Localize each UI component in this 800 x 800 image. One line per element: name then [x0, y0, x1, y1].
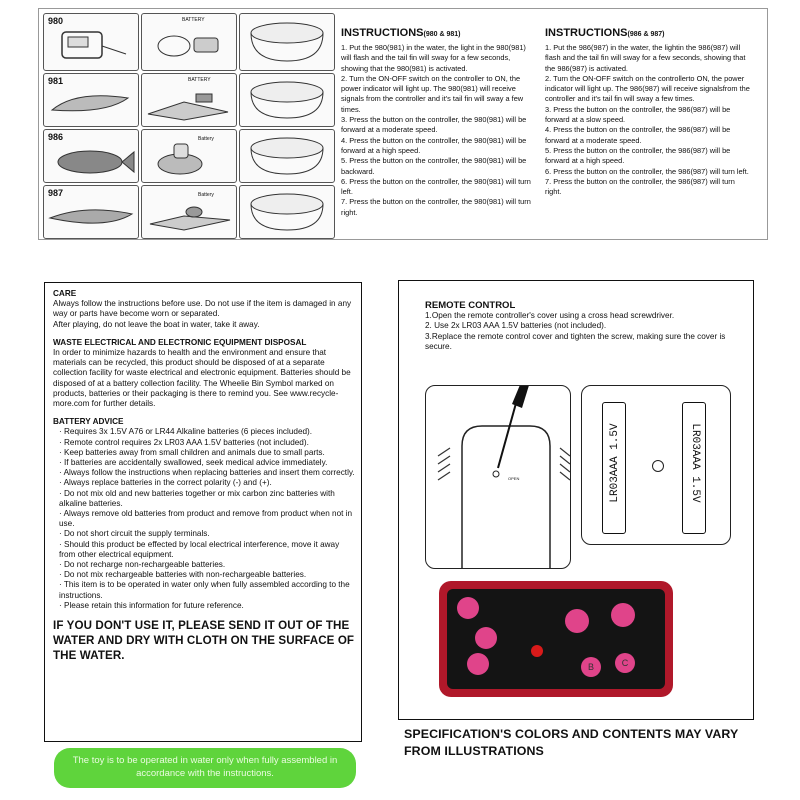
- battery-advice-item: · Do not short circuit the supply terminals.: [59, 529, 210, 539]
- instruction-step: 6. Press the button on the controller, the 980(981) will turn left.: [341, 176, 531, 197]
- row-981-water-cell: [239, 73, 335, 127]
- instruction-step: 1. Put the 986(987) in the water, the lightin the 986(987) will flash and the tail fin will sway for a few seconds, showing that the 986(987) is activated.: [545, 43, 746, 73]
- battery-advice-item: · If batteries are accidentally swallowed, seek medical advice immediately.: [59, 458, 328, 468]
- c-button[interactable]: [615, 653, 635, 673]
- b-button-label: B: [587, 662, 594, 672]
- instructions-steps: [341, 43, 531, 218]
- battery-tag: Battery: [198, 136, 214, 142]
- battery-advice-item: · This item is to be operated in water only when fully assembled according to the instructions.: [59, 580, 350, 600]
- battery-advice-text: This item is to be operated in water only when fully assembled according to the instructions.: [59, 580, 350, 600]
- remote-panel: [398, 280, 754, 720]
- care-title: CARE: [53, 289, 77, 298]
- boat-open-illustration: [144, 84, 234, 124]
- battery-insert-illustration: [144, 138, 234, 180]
- c-button-label: C: [621, 658, 629, 668]
- controller-face: [447, 589, 665, 689]
- instruction-step: 3. Press the button on the controller, the 980(981) will be forward at a moderate speed.: [341, 115, 527, 135]
- instruction-step: 4. Press the button on the controller, the 980(981) will be forward at a high speed.: [341, 135, 527, 155]
- battery-advice-item: · Please retain this information for future reference.: [59, 600, 244, 610]
- remote-step: 1.Open the remote controller's cover using a cross head screwdriver.: [425, 311, 675, 321]
- remote-instructions: [425, 301, 739, 352]
- battery-advice-text: Do not short circuit the supply terminals.: [64, 529, 210, 539]
- instruction-step: 7. Press the button on the controller, the 986(987) will turn right.: [545, 176, 735, 197]
- green-banner: [54, 748, 356, 788]
- instruction-step: 4. Press the button on the controller, the 986(987) will be forward at a moderate speed.: [545, 125, 731, 145]
- right-arrow-button[interactable]: [611, 603, 635, 627]
- instructions-title-sub: (986 & 987): [627, 31, 665, 38]
- left-arrow-button[interactable]: [565, 609, 589, 633]
- battery-advice-text: Always follow the instructions when replacing batteries and insert them correctly.: [63, 468, 355, 478]
- instruction-step: 2. Turn the ON-OFF switch on the controllerto ON, the power indicator will light up. The 986(987) will receive signalsfrom the controller and it's tail fin will sway a few times.: [545, 73, 750, 104]
- screwdriver-illustration: [425, 385, 571, 569]
- battery-advice-list: [53, 427, 355, 611]
- instruction-step: 2. Turn the ON-OFF switch on the controller to ON, the power indicator will light up. The 980(981) will receive signals from the controller and it's tail fin will sway a few times.: [341, 73, 524, 114]
- instructions-title: [341, 23, 531, 41]
- remote-step: 3.Replace the remote control cover and tighten the screw, making sure the cover is secure.: [425, 331, 726, 351]
- forward-button[interactable]: [475, 627, 497, 649]
- care-line: Always follow the instructions before use. Do not use if the item is damaged in any way or parts have become worn or separated.: [53, 299, 352, 319]
- row-987-battery-cell: [141, 185, 237, 239]
- care-section: [53, 289, 355, 663]
- battery-advice-item: · Always follow the instructions when replacing batteries and insert them correctly.: [59, 468, 355, 478]
- battery-advice-text: Always replace batteries in the correct polarity (-) and (+).: [63, 478, 272, 488]
- battery-advice-text: Always remove old batteries from product and remove from product when not in use.: [59, 509, 353, 529]
- b-button[interactable]: [581, 657, 601, 677]
- battery-compartment: [581, 385, 731, 545]
- battery-label: LR03AAA 1.5V: [609, 423, 621, 503]
- battery-advice-item: · Requires 3x 1.5V A76 or LR44 Alkaline batteries (6 pieces included).: [59, 427, 313, 437]
- row-980-water-cell: [239, 13, 335, 71]
- remote-cover-screwdriver-drawing: [426, 386, 571, 569]
- water-bowl-illustration: [242, 132, 332, 180]
- battery-advice-item: · Remote control requires 2x LR03 AAA 1.5V batteries (not included).: [59, 437, 309, 447]
- forward-high-button[interactable]: [467, 653, 489, 675]
- battery-advice-item: · Should this product be effected by local electrical interference, move it away from other electrical equipment.: [59, 539, 340, 559]
- instruction-step: 1. Put the 980(981) in the water, the light in the 980(981) will flash and the tail fin will sway for a few seconds, showing that the 980(981) is activated.: [341, 43, 526, 73]
- top-instruction-sheet: [38, 8, 768, 240]
- battery-advice-item: · Do not mix old and new batteries together or mix carbon zinc batteries with alkaline batteries.: [59, 488, 335, 508]
- battery-advice-text: Keep batteries away from small children and animals due to small parts.: [64, 447, 325, 457]
- battery-advice-item: · Always replace batteries in the correct polarity (-) and (+).: [59, 478, 272, 488]
- battery-advice-text: Do not mix old and new batteries together or mix carbon zinc batteries with alkaline batteries.: [59, 488, 335, 508]
- spec-note: SPECIFICATION'S COLORS AND CONTENTS MAY VARY FROM ILLUSTRATIONS: [404, 727, 739, 758]
- row-981-label-cell: [43, 73, 139, 127]
- instruction-step: 3. Press the button on the controller, the 986(987) will be forward at a slow speed.: [545, 104, 731, 125]
- instructions-title-sub: (980 & 981): [423, 31, 461, 38]
- battery-slot-left: [602, 402, 626, 534]
- battery-advice-item: · Keep batteries away from small children and animals due to small parts.: [59, 447, 325, 457]
- battery-advice-text: Do not mix rechargeable batteries with non-rechargeable batteries.: [64, 570, 307, 580]
- battery-tag: Battery: [198, 192, 214, 198]
- instructions-title-text: INSTRUCTIONS: [341, 27, 424, 39]
- fish-986-illustration: [46, 140, 136, 180]
- battery-advice-text: Remote control requires 2x LR03 AAA 1.5V batteries (not included).: [64, 437, 309, 447]
- battery-advice-text: Should this product be effected by local electrical interference, move it away from other electrical equipment.: [59, 539, 340, 559]
- instructions-title: [545, 23, 751, 41]
- remote-title: REMOTE CONTROL: [425, 300, 516, 311]
- care-panel: [44, 282, 362, 742]
- instruction-step: 5. Press the button on the controller, the 986(987) will be forward at a high speed.: [545, 145, 731, 166]
- battery-tag: BATTERY: [182, 17, 205, 23]
- row-980-battery-cell: [141, 13, 237, 71]
- water-bowl-illustration: [242, 17, 332, 67]
- instruction-step: 6. Press the button on the controller, the 986(987) will turn left.: [545, 166, 749, 176]
- battery-advice-text: Requires 3x 1.5V A76 or LR44 Alkaline batteries (6 pieces included).: [64, 427, 313, 437]
- instructions-steps: [545, 43, 751, 197]
- remote-step: 2. Use 2x LR03 AAA 1.5V batteries (not included).: [425, 321, 607, 331]
- row-980-label-cell: [43, 13, 139, 71]
- row-987-label-cell: [43, 185, 139, 239]
- instructions-title-text: INSTRUCTIONS: [545, 27, 628, 39]
- model-label-980: 980: [48, 16, 64, 26]
- battery-advice-item: · Always remove old batteries from product and remove from product when not in use.: [59, 509, 353, 529]
- remote-controller: [439, 581, 673, 697]
- boat-987-illustration: [46, 196, 136, 236]
- row-986-label-cell: [43, 129, 139, 183]
- screw-hole-icon: [652, 460, 664, 472]
- instructions-980-981: [341, 23, 531, 218]
- battery-tag: BATTERY: [188, 77, 211, 83]
- open-label: OPEN: [508, 476, 520, 481]
- row-981-battery-cell: [141, 73, 237, 127]
- instruction-step: 5. Press the button on the controller, the 980(981) will be backward.: [341, 156, 527, 176]
- battery-compartment-illustration: [46, 26, 136, 68]
- model-label-981: 981: [48, 76, 64, 86]
- battery-advice-text: Please retain this information for future reference.: [64, 600, 244, 610]
- battery-insert-illustration: [144, 196, 234, 236]
- battery-advice-text: Do not recharge non-rechargeable batteries.: [64, 560, 226, 570]
- battery-slot-right: [682, 402, 706, 534]
- left-turn-button[interactable]: [457, 597, 479, 619]
- weee-title: WASTE ELECTRICAL AND ELECTRONIC EQUIPMENT DISPOSAL: [53, 337, 307, 347]
- row-987-water-cell: [239, 185, 335, 239]
- battery-advice-title: BATTERY ADVICE: [53, 417, 124, 427]
- row-986-water-cell: [239, 129, 335, 183]
- care-line: After playing, do not leave the boat in water, take it away.: [53, 319, 260, 329]
- warning-text: IF YOU DON'T USE IT, PLEASE SEND IT OUT OF THE WATER AND DRY WITH CLOTH ON THE SURFACE OF THE WATER.: [53, 619, 355, 663]
- boat-981-illustration: [46, 84, 136, 124]
- battery-advice-item: · Do not recharge non-rechargeable batteries.: [59, 560, 226, 570]
- battery-advice-text: If batteries are accidentally swallowed, seek medical advice immediately.: [64, 458, 328, 468]
- water-bowl-illustration: [242, 188, 332, 236]
- water-bowl-illustration: [242, 76, 332, 124]
- instructions-986-987: [545, 23, 751, 197]
- instruction-step: 7. Press the button on the controller, the 980(981) will turn right.: [341, 197, 531, 217]
- row-986-battery-cell: [141, 129, 237, 183]
- weee-text: In order to minimize hazards to health and the environment and ensure that materials can be recycled, this product should be disposed of at a separate collection facility for waste electrical and electronic equipment. Batteries should be disposed of at a battery collection facility. The Wheelie Bin Symbol marked on products, batteries or their packaging is there to remind you. See www.recycle-more.com for further details.: [53, 348, 351, 409]
- green-banner-text: The toy is to be operated in water only when fully assembled in accordance with the instructions.: [72, 755, 338, 779]
- battery-advice-item: · Do not mix rechargeable batteries with non-rechargeable batteries.: [59, 570, 307, 580]
- model-label-986: 986: [48, 132, 64, 142]
- model-grid: [43, 13, 335, 237]
- model-label-987: 987: [48, 188, 64, 198]
- power-indicator: [531, 645, 543, 657]
- battery-insert-illustration: [144, 24, 234, 68]
- battery-label: LR03AAA 1.5V: [689, 423, 701, 503]
